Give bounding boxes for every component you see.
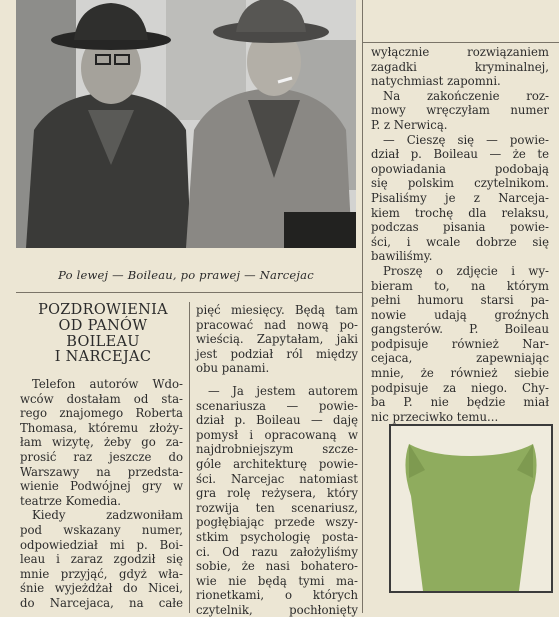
- text-line: leau i zaraz zgodził się: [20, 552, 183, 567]
- text-line: wie nie będą tymi ma-: [196, 573, 358, 588]
- text-line: Na zakończenie roz-: [383, 88, 549, 103]
- column-rule-right: [362, 0, 363, 613]
- owl-illustration-icon: [391, 426, 551, 591]
- text-line: do Narcejaca, na całe: [20, 595, 183, 610]
- text-line: wyłącznie rozwiązaniem: [371, 45, 549, 59]
- text-line: mowy wręczyłam numer: [371, 103, 549, 118]
- text-line: podczas pisania powie-: [371, 220, 549, 235]
- text-line: opowiadania podobają: [371, 161, 549, 176]
- text-line: cejaca, zapewniając: [371, 351, 549, 366]
- column-rule-left: [189, 302, 190, 613]
- text-line: gra rolę reżysera, który: [196, 486, 358, 501]
- text-line: Pisaliśmy je z Narceja-: [371, 190, 549, 205]
- text-line: ści. Narcejac natomiast: [196, 471, 358, 486]
- text-line: — Ja jestem autorem: [208, 383, 358, 398]
- text-line: Kiedy zadzwoniłam: [32, 508, 183, 523]
- headline-line: OD PANÓW: [58, 317, 148, 334]
- text-line: odpowiedział mi p. Boi-: [20, 537, 183, 552]
- text-line: ba P. nie będzie miał: [371, 395, 549, 410]
- text-line: zagadki kryminalnej,: [371, 59, 549, 74]
- article-column-2: [196, 303, 358, 617]
- text-line: Warszawy na przedsta-: [20, 464, 183, 479]
- text-line: pomysł i opracowaną w: [196, 427, 358, 442]
- text-line: podpisuje za niego. Chy-: [371, 380, 549, 395]
- text-line: Thomasa, któremu złoży-: [20, 420, 183, 435]
- text-line: podpisuje również Nar-: [371, 336, 549, 351]
- text-line: sobie, że nasi bohatero-: [196, 559, 358, 574]
- text-line: mnie przyjąć, gdyż wła-: [20, 566, 183, 581]
- photo-caption: Po lewej — Boileau, po prawej — Narcejac: [58, 268, 314, 282]
- text-line: stkim psychologię posta-: [196, 529, 358, 544]
- text-line: czytelnik, pochłonięty: [196, 602, 358, 617]
- text-line: góle architekturę powie-: [196, 456, 358, 471]
- text-line: wienie Podwójnej gry w: [20, 479, 183, 494]
- text-line: wieścią. Zapytałam, jaki: [196, 332, 358, 347]
- text-line: ci. Od razu założyliśmy: [196, 544, 358, 559]
- text-line: bieram to, na którym: [371, 278, 549, 293]
- text-line: rionetkami, o których: [196, 588, 358, 603]
- text-line: pogłębiając przede wszy-: [196, 515, 358, 530]
- text-line: najdrobniejszym szcze-: [196, 442, 358, 457]
- text-line: bawiliśmy.: [371, 249, 433, 264]
- text-line: mnie, że również siebie: [371, 366, 549, 381]
- text-line: kiem trochę dla relaksu,: [371, 205, 549, 220]
- text-line: dział p. Boileau — daję: [196, 413, 358, 428]
- text-line: Telefon autorów Wdo-: [32, 377, 183, 391]
- text-line: P. z Nerwicą.: [371, 117, 448, 132]
- text-line: pełni humoru starsi pa-: [371, 293, 549, 308]
- text-line: natychmiast zapomni.: [371, 74, 501, 89]
- text-line: rozwija ten scenariusz,: [196, 500, 358, 515]
- text-line: śnie wyjeżdżał do Nicei,: [20, 581, 183, 596]
- text-line: prosić raz jeszcze do: [20, 449, 183, 464]
- text-line: obu panami.: [196, 361, 270, 376]
- text-line: pracować nad nową po-: [196, 317, 358, 332]
- article-column-1: [20, 377, 183, 611]
- text-line: rego znajomego Roberta: [20, 406, 183, 421]
- text-line: teatrze Komedia.: [20, 493, 122, 508]
- text-line: jest podział ról między: [196, 346, 358, 361]
- text-line: ści, i wcale dobrze się: [371, 234, 549, 249]
- text-line: scenariusza — powie-: [196, 398, 358, 413]
- text-line: — Cieszę się — powie-: [383, 132, 549, 147]
- text-line: się polskim czytelnikom.: [371, 176, 549, 191]
- headline-line: BOILEAU: [66, 333, 140, 350]
- text-line: łam wizytę, żeby go za-: [20, 435, 183, 450]
- top-rule-right: [363, 42, 559, 43]
- caption-rule: [16, 292, 362, 293]
- text-line: nic przeciwko temu...: [371, 409, 499, 424]
- text-line: wców dostałam od sta-: [20, 391, 183, 406]
- text-line: dział p. Boileau — że te: [371, 147, 549, 162]
- photo-boileau-narcejac: [16, 0, 356, 248]
- text-line: pod wskazany numer,: [20, 522, 183, 537]
- text-line: nowie udają groźnych: [371, 307, 549, 322]
- text-line: gangsterów. P. Boileau: [371, 322, 549, 337]
- headline-line: POZDROWIENIA: [38, 302, 168, 318]
- text-line: Proszę o zdjęcie i wy-: [383, 263, 549, 278]
- article-column-3: [371, 45, 549, 439]
- illustration-box: [389, 424, 553, 593]
- headline-line: I NARCEJAC: [54, 349, 152, 366]
- article-headline: [22, 303, 184, 366]
- text-line: pięć miesięcy. Będą tam: [196, 303, 358, 317]
